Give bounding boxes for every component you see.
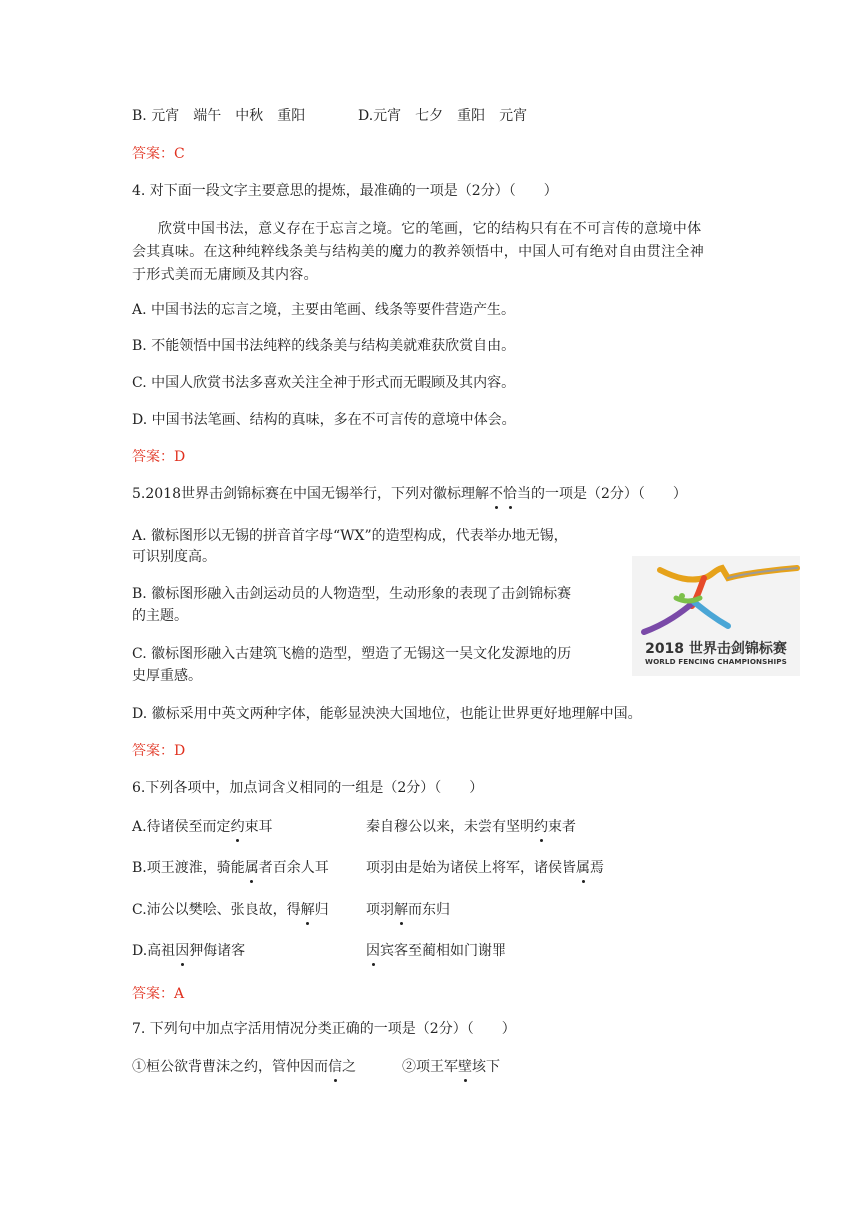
q6-c-right-dotted: 解 bbox=[394, 902, 408, 918]
q6-option-a-right bbox=[366, 817, 576, 837]
q5-option-a-line2: 可识别度高。 bbox=[132, 549, 216, 565]
q4-answer: 答案：D bbox=[132, 449, 186, 465]
world-fencing-championships-logo bbox=[632, 556, 800, 676]
q4-passage-line-1: 欣赏中国书法，意义存在于忘言之境。它的笔画，它的结构只有在不可言传的意境中体 bbox=[158, 221, 702, 237]
q6-d-left-pre: D.高祖 bbox=[132, 943, 176, 959]
q6-b-right-post: 焉 bbox=[590, 860, 604, 876]
logo-title: 2018 世界击剑锦标赛 bbox=[645, 641, 787, 657]
q6-c-right-post: 而东归 bbox=[408, 902, 450, 918]
q6-b-left-post: 者百余人耳 bbox=[258, 860, 329, 876]
q7-item2-pre: ②项王军 bbox=[402, 1059, 458, 1075]
q5-stem-after: 当的一项是（2分）（ ） bbox=[517, 486, 687, 502]
q4-option-c: C. 中国人欣赏书法多喜欢关注全神于形式而无暇顾及其内容。 bbox=[132, 375, 516, 391]
q4-passage-line-2: 会其真味。在这种纯粹线条美与结构美的魔力的教养领悟中，中国人可有绝对自由贯注全神 bbox=[132, 244, 704, 260]
logo-mark-icon bbox=[632, 556, 800, 636]
q4-passage-line-3: 于形式美而无庸顾及其内容。 bbox=[132, 267, 318, 283]
q4-stem: 4. 对下面一段文字主要意思的提炼，最准确的一项是（2分）（ ） bbox=[132, 183, 558, 199]
q6-option-b-right bbox=[366, 858, 604, 878]
q5-stem-before: 5.2018世界击剑锦标赛在中国无锡举行，下列对徽标理解 bbox=[132, 486, 489, 502]
q7-item-1 bbox=[132, 1057, 356, 1077]
q7-item-2 bbox=[402, 1057, 500, 1077]
q6-a-left-pre: A.待诸侯至而定 bbox=[132, 819, 231, 835]
q5-option-c-line1: C. 徽标图形融入古建筑飞檐的造型，塑造了无锡这一吴文化发源地的历 bbox=[132, 646, 572, 662]
q6-b-right-dotted: 属 bbox=[576, 860, 590, 876]
q6-b-left-dotted: 属 bbox=[244, 860, 259, 876]
q5-stem-dotted-2: 恰 bbox=[503, 486, 517, 502]
q6-c-left-pre: C.沛公以樊哙、张良故，得 bbox=[132, 902, 301, 918]
q6-option-c-right bbox=[366, 900, 450, 920]
q6-a-right-dotted: 约 bbox=[534, 819, 548, 835]
q6-d-right-post: 宾客至蔺相如门谢罪 bbox=[380, 943, 506, 959]
q7-item1-pre: ①桓公欲背曹沫之约，管仲因而 bbox=[132, 1059, 328, 1075]
q5-option-a-line1: A. 徽标图形以无锡的拼音首字母“WX”的造型构成，代表举办地无锡， bbox=[132, 528, 568, 544]
q4-option-b: B. 不能领悟中国书法纯粹的线条美与结构美就难获欣赏自由。 bbox=[132, 338, 516, 354]
q5-stem bbox=[132, 484, 687, 504]
q6-stem: 6.下列各项中，加点词含义相同的一组是（2分）（ ） bbox=[132, 780, 484, 796]
q5-answer: 答案：D bbox=[132, 743, 186, 759]
q6-option-b-left bbox=[132, 858, 329, 878]
q3-answer: 答案：C bbox=[132, 146, 185, 162]
q6-a-left-dotted: 约 bbox=[230, 819, 245, 835]
q5-option-b-line2: 的主题。 bbox=[132, 608, 188, 624]
q6-d-left-post: 狎侮诸客 bbox=[189, 943, 246, 959]
q6-a-right-pre: 秦自穆公以来，未尝有坚明 bbox=[366, 819, 534, 835]
q6-a-left-post: 束耳 bbox=[244, 819, 273, 835]
q3-option-b: B. 元宵 端午 中秋 重阳 bbox=[132, 108, 306, 124]
q6-b-left-pre: B.项王渡淮，骑能 bbox=[132, 860, 245, 876]
q7-item2-post: 垓下 bbox=[472, 1059, 500, 1075]
q5-option-d: D. 徽标采用中英文两种字体，能彰显泱泱大国地位，也能让世界更好地理解中国。 bbox=[132, 706, 642, 722]
q4-option-a: A. 中国书法的忘言之境，主要由笔画、线条等要件营造产生。 bbox=[132, 302, 516, 318]
q6-option-d-right bbox=[366, 941, 506, 961]
q5-stem-dotted-1: 不 bbox=[489, 486, 503, 502]
q5-option-c-line2: 史厚重感。 bbox=[132, 668, 202, 684]
q7-item1-post: 之 bbox=[342, 1059, 356, 1075]
q6-c-left-dotted: 解 bbox=[300, 902, 315, 918]
q6-option-c-left bbox=[132, 900, 329, 920]
q7-item1-dotted: 信 bbox=[328, 1059, 342, 1075]
q6-c-left-post: 归 bbox=[314, 902, 329, 918]
q6-d-left-dotted: 因 bbox=[175, 943, 190, 959]
q5-option-b-line1: B. 徽标图形融入击剑运动员的人物造型，生动形象的表现了击剑锦标赛 bbox=[132, 586, 572, 602]
logo-subtitle: WORLD FENCING CHAMPIONSHIPS bbox=[645, 657, 787, 666]
q6-a-right-post: 束者 bbox=[548, 819, 576, 835]
q3-option-d: D.元宵 七夕 重阳 元宵 bbox=[358, 108, 528, 124]
q6-answer: 答案：A bbox=[132, 986, 185, 1002]
q6-d-right-dotted: 因 bbox=[366, 943, 380, 959]
q6-option-a-left bbox=[132, 817, 273, 837]
q6-b-right-pre: 项羽由是始为诸侯上将军，诸侯皆 bbox=[366, 860, 576, 876]
q4-option-d: D. 中国书法笔画、结构的真味，多在不可言传的意境中体会。 bbox=[132, 412, 516, 428]
q6-c-right-pre: 项羽 bbox=[366, 902, 394, 918]
q7-stem: 7. 下列句中加点字活用情况分类正确的一项是（2分）（ ） bbox=[132, 1021, 516, 1037]
q7-item2-dotted: 壁 bbox=[458, 1059, 472, 1075]
q6-option-d-left bbox=[132, 941, 245, 961]
